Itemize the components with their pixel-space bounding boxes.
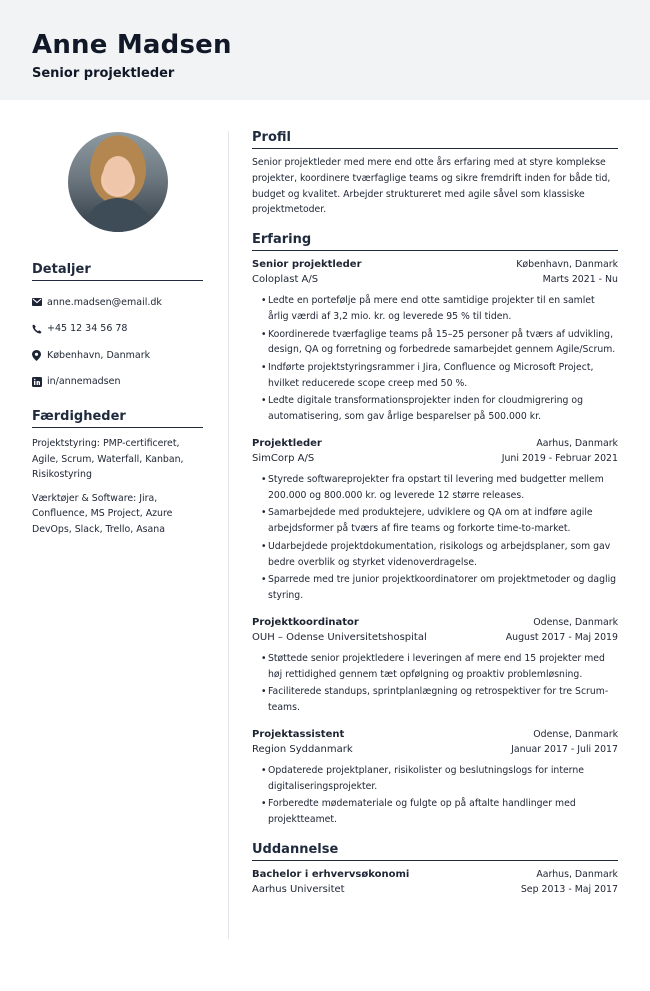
candidate-name: Anne Madsen: [32, 30, 232, 60]
resume-header: [0, 0, 650, 100]
education-location: Aarhus, Danmark: [536, 868, 618, 880]
job-entry: [252, 436, 618, 604]
job-bullet: • Udarbejdede projektdokumentation, risikologs og arbejdsplaner, som gav bedre overblik og styrket videnoverdragelse.: [268, 539, 618, 571]
candidate-title: Senior projektleder: [32, 66, 175, 81]
profile-text: Senior projektleder med mere end otte års erfaring med at styre komplekse projekter, koordinere tværfaglige teams og sikre fremdrift inden for både tid, budget og kvalitet. Arbejder struktureret med agile såvel som klassiske projektmetoder.: [252, 157, 611, 216]
contact-email-text: anne.madsen@email.dk: [47, 296, 162, 308]
main-column: [252, 130, 618, 911]
education-dates: Sep 2013 - Maj 2017: [520, 883, 618, 895]
job-company: Coloplast A/S: [252, 274, 319, 286]
photo-face: [103, 156, 133, 194]
profile-photo: [68, 132, 168, 232]
mail-icon: [32, 298, 46, 306]
experience-section: [252, 232, 618, 828]
job-dates: Juni 2019 - Februar 2021: [501, 452, 618, 464]
education-degree: Bachelor i erhvervsøkonomi: [252, 868, 410, 880]
contact-phone[interactable]: [32, 316, 203, 343]
job-dates: August 2017 - Maj 2019: [505, 631, 618, 643]
contact-location-text: København, Danmark: [47, 349, 151, 361]
details-section: [32, 262, 203, 395]
contact-phone-text: +45 12 34 56 78: [47, 323, 128, 335]
job-entry: [252, 727, 618, 828]
job-bullet: • Sparrede med tre junior projektkoordinatorer om projektmetoder og daglig styring.: [268, 572, 618, 604]
job-location: Aarhus, Danmark: [536, 437, 618, 449]
skill-item: Værktøjer & Software: Jira, Confluence, MS Project, Azure DevOps, Slack, Trello, Asana: [32, 492, 173, 535]
job-company: OUH – Odense Universitetshospital: [252, 631, 427, 643]
contact-linkedin[interactable]: [32, 369, 203, 396]
job-bullet: • Opdaterede projektplaner, risikolister og beslutningslogs for interne digitaliseringsprojekter.: [268, 763, 618, 795]
job-role: Projektkoordinator: [252, 616, 359, 628]
job-location: Odense, Danmark: [533, 728, 618, 740]
job-bullet: • Indførte projektstyringsrammer i Jira, Confluence og Microsoft Project, hvilket reducerede scope creep med 50 %.: [268, 360, 618, 392]
job-bullet: • Samarbejdede med produktejere, udviklere og QA om at indføre agile arbejdsformer på tværs af fire teams og forkorte time-to-market.: [268, 505, 618, 537]
job-role: Senior projektleder: [252, 259, 362, 271]
sidebar: [32, 130, 203, 545]
skill-item: Projektstyring: PMP-certificeret, Agile, Scrum, Waterfall, Kanban, Risikostyring: [32, 438, 184, 480]
education-section: [252, 842, 618, 897]
details-heading: Detaljer: [32, 262, 203, 281]
skills-heading: Færdigheder: [32, 409, 203, 428]
location-pin-icon: [32, 350, 46, 361]
phone-icon: [32, 324, 46, 334]
job-bullets: [268, 293, 618, 425]
job-location: Odense, Danmark: [533, 616, 618, 628]
photo-shoulders: [84, 198, 152, 232]
job-bullet: • Faciliterede standups, sprintplanlægning og retrospektiver for tre Scrum-teams.: [268, 684, 618, 716]
job-company: SimCorp A/S: [252, 452, 315, 464]
job-bullet: • Ledte en portefølje på mere end otte samtidige projekter til en samlet årlig værdi af 3,2 mio. kr. og leverede 95 % til tiden.: [268, 293, 618, 325]
job-location: København, Danmark: [516, 259, 618, 271]
experience-heading: Erfaring: [252, 232, 618, 251]
education-entry: [252, 867, 618, 897]
contact-email[interactable]: [32, 289, 203, 316]
contact-location: [32, 342, 203, 369]
job-bullet: • Koordinerede tværfaglige teams på 15–25 personer på tværs af udvikling, design, QA og forretning og forbedrede samarbejdet gennem Agile/Scrum.: [268, 327, 618, 359]
profile-heading: Profil: [252, 130, 618, 149]
linkedin-icon: [32, 377, 46, 387]
education-heading: Uddannelse: [252, 842, 618, 861]
job-bullets: [268, 651, 618, 716]
job-dates: Marts 2021 - Nu: [542, 274, 618, 286]
profile-section: [252, 130, 618, 218]
column-divider: [228, 131, 229, 939]
job-bullets: [268, 472, 618, 604]
job-bullet: • Styrede softwareprojekter fra opstart til levering med budgetter mellem 200.000 og 800.000 kr. og leverede 12 større releases.: [268, 472, 618, 504]
job-company: Region Syddanmark: [252, 743, 353, 755]
job-bullets: [268, 763, 618, 828]
job-bullet: • Forberedte mødemateriale og fulgte op på aftalte handlinger med projektteamet.: [268, 796, 618, 828]
job-role: Projektleder: [252, 437, 322, 449]
skills-section: [32, 409, 203, 537]
job-entry: [252, 257, 618, 425]
job-dates: Januar 2017 - Juli 2017: [511, 743, 618, 755]
job-bullet: • Ledte digitale transformationsprojekter inden for cloudmigrering og automatisering, som gav årlige besparelser på 500.000 kr.: [268, 393, 618, 425]
job-entry: [252, 615, 618, 716]
education-school: Aarhus Universitet: [252, 883, 345, 895]
job-bullet: • Støttede senior projektledere i leveringen af mere end 15 projekter med høj rettidighed gennem tæt opfølgning og proaktiv problemløsning.: [268, 651, 618, 683]
job-role: Projektassistent: [252, 728, 345, 740]
contact-linkedin-text: in/annemadsen: [47, 376, 121, 388]
